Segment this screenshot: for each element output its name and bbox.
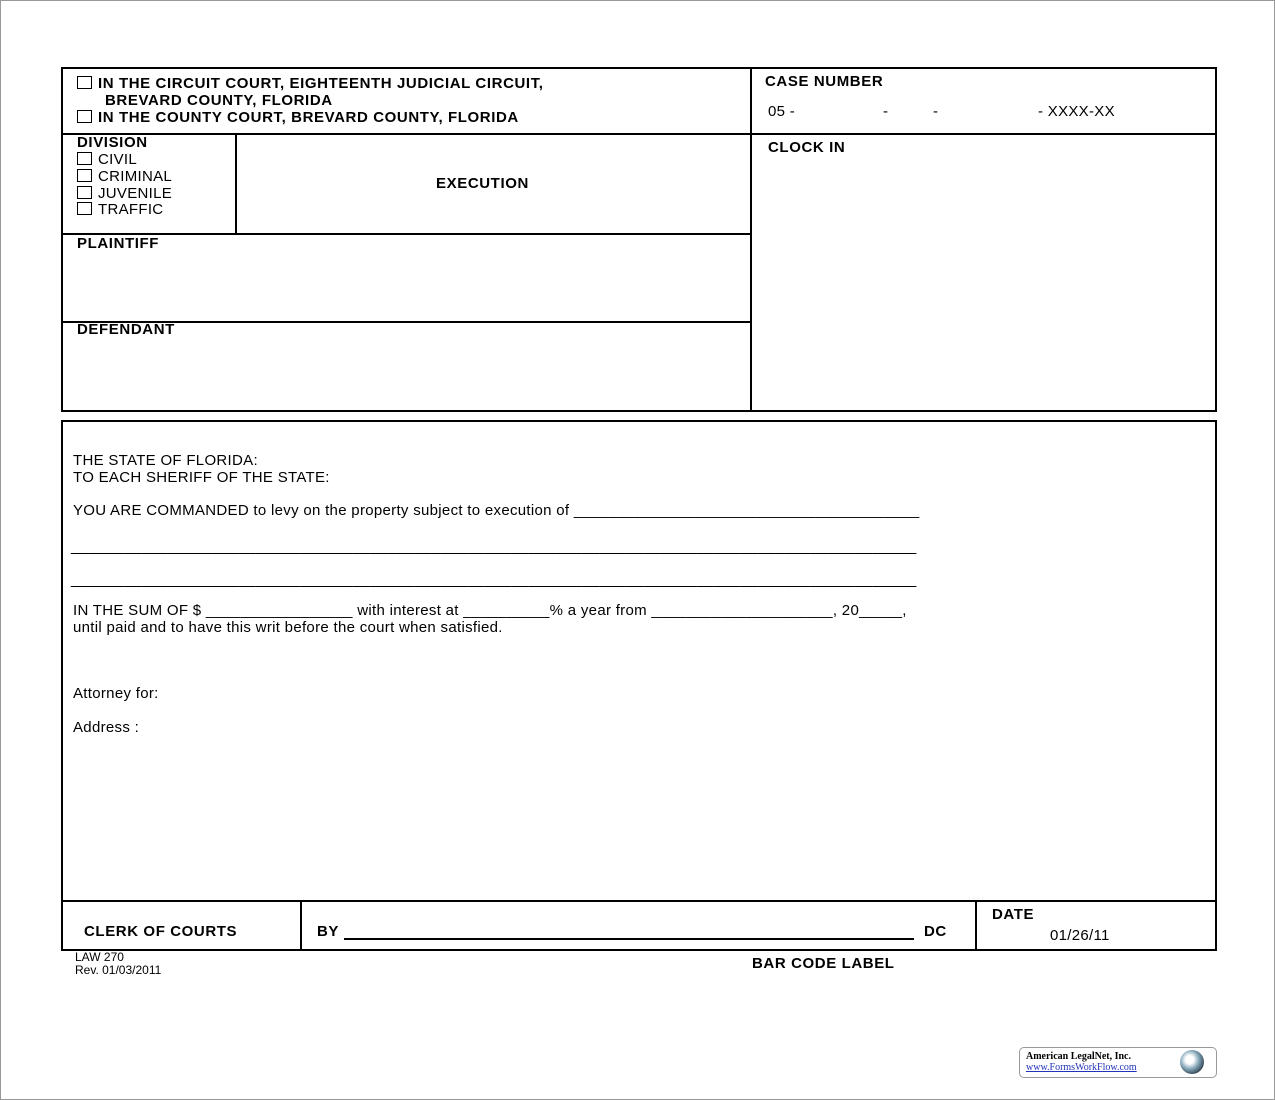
body-box bbox=[61, 420, 1217, 951]
until-line: until paid and to have this writ before the court when satisfied. bbox=[73, 619, 503, 636]
divider bbox=[750, 67, 752, 412]
circuit-court-county: BREVARD COUNTY, FLORIDA bbox=[105, 92, 333, 109]
division-juvenile[interactable]: JUVENILE bbox=[77, 185, 172, 202]
command-line: YOU ARE COMMANDED to levy on the property subject to execution of ________________________________________ bbox=[73, 502, 920, 519]
divider bbox=[975, 900, 977, 951]
plaintiff-label: PLAINTIFF bbox=[77, 235, 160, 252]
divider bbox=[235, 133, 237, 235]
form-id: LAW 270 bbox=[75, 950, 124, 964]
revision: Rev. 01/03/2011 bbox=[75, 963, 162, 977]
checkbox[interactable] bbox=[77, 76, 92, 89]
blank-line: ________________________________________________________________________________________________ bbox=[71, 538, 917, 555]
logo-url[interactable]: www.FormsWorkFlow.com bbox=[1026, 1062, 1137, 1073]
case-number-part: 05 - bbox=[768, 103, 796, 120]
defendant-label: DEFENDANT bbox=[77, 321, 175, 338]
case-number-part: - bbox=[883, 103, 889, 120]
clerk-label: CLERK OF COURTS bbox=[84, 923, 238, 940]
case-number-part: - XXXX-XX bbox=[1038, 103, 1115, 120]
county-court-option[interactable]: IN THE COUNTY COURT, BREVARD COUNTY, FLORIDA bbox=[77, 109, 519, 126]
date-label: DATE bbox=[992, 906, 1035, 923]
division-criminal[interactable]: CRIMINAL bbox=[77, 168, 172, 185]
by-label: BY bbox=[317, 923, 340, 940]
date-value: 01/26/11 bbox=[1050, 927, 1110, 944]
globe-icon bbox=[1180, 1050, 1204, 1074]
state-line: THE STATE OF FLORIDA: bbox=[73, 452, 258, 469]
signature-line[interactable] bbox=[344, 938, 914, 940]
address-label: Address : bbox=[73, 719, 140, 736]
sum-line: IN THE SUM OF $ _________________ with interest at __________% a year from _____________________, 20_____, bbox=[73, 602, 907, 619]
form-title: EXECUTION bbox=[436, 175, 529, 192]
divider bbox=[300, 900, 302, 951]
clock-in-label: CLOCK IN bbox=[768, 139, 846, 156]
division-traffic[interactable]: TRAFFIC bbox=[77, 201, 163, 218]
divider bbox=[61, 233, 751, 235]
checkbox[interactable] bbox=[77, 169, 92, 182]
blank-line: ________________________________________________________________________________________________ bbox=[71, 571, 917, 588]
checkbox[interactable] bbox=[77, 110, 92, 123]
circuit-court-option[interactable]: IN THE CIRCUIT COURT, EIGHTEENTH JUDICIAL CIRCUIT, bbox=[77, 75, 544, 92]
case-number-part: - bbox=[933, 103, 939, 120]
legalnet-logo[interactable] bbox=[1019, 1047, 1217, 1078]
sheriff-line: TO EACH SHERIFF OF THE STATE: bbox=[73, 469, 330, 486]
barcode-label: BAR CODE LABEL bbox=[752, 955, 895, 972]
case-number-label: CASE NUMBER bbox=[765, 73, 884, 90]
divider bbox=[61, 900, 1217, 902]
attorney-label: Attorney for: bbox=[73, 685, 159, 702]
checkbox[interactable] bbox=[77, 152, 92, 165]
checkbox[interactable] bbox=[77, 186, 92, 199]
logo-company: American LegalNet, Inc. bbox=[1026, 1051, 1131, 1062]
division-civil[interactable]: CIVIL bbox=[77, 151, 137, 168]
checkbox[interactable] bbox=[77, 202, 92, 215]
division-label: DIVISION bbox=[77, 134, 148, 151]
dc-label: DC bbox=[924, 923, 947, 940]
